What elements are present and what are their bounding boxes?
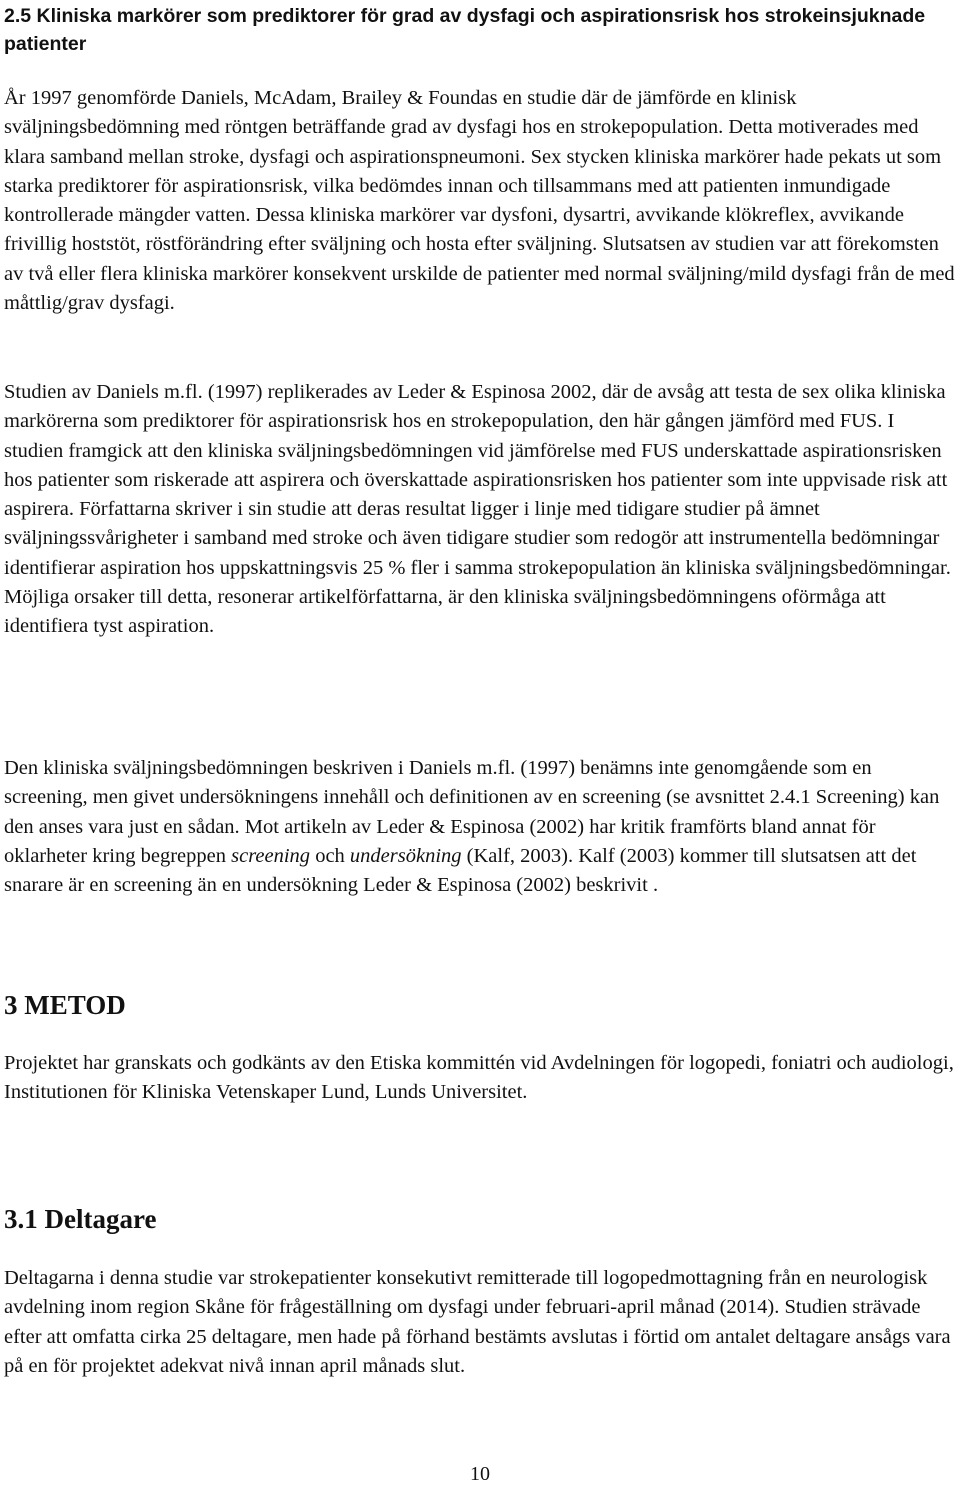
- term-screening: screening: [231, 844, 311, 867]
- paragraph-screening-discussion: [4, 754, 956, 900]
- paragraph-text-continued: Sex stycken kliniska markörer hade pekats ut som starka prediktorer för aspirationsrisk, vilka bedömdes innan och tillsammans med att patienten inmundigade kontrollerade mängder vatten. Dessa kliniska markörer var dysfoni, dysartri, avvikande klökreflex, avvikande frivillig hoststöt, röstförändring efter sväljning och hosta efter sväljning. Slutsatsen av studien var att förekomsten av två eller flera kliniska markörer konsekvent urskilde de patienter med normal sväljning/mild dysfagi från de med måttlig/grav dysfagi.: [4, 145, 955, 315]
- page-number: 10: [470, 1463, 490, 1485]
- paragraph-text: År 1997 genomförde Daniels, McAdam, Brailey & Foundas en studie där de jämförde en klinisk sväljningsbedömning med röntgen beträffande grad av dysfagi hos en strokepopulation. Detta motiverades med klara samband mellan stroke, dysfagi och aspirationspneumoni.: [4, 87, 919, 168]
- paragraph-leder-espinosa: Studien av Daniels m.fl. (1997) replikerades av Leder & Espinosa 2002, där de avsåg att testa de sex olika kliniska markörerna som prediktorer för aspirationsrisk hos en strokepopulation, den här gången jämförd med FUS. I studien framgick att den kliniska sväljningsbedömningen vid jämförelse med FUS underskattade aspirationsrisken hos patienter som riskerade att aspirera och överskattade aspirationsrisken hos patienter som inte uppvisade risk att aspirera. Författarna skriver i sin studie att deras resultat ligger i linje med tidigare studier på ämnet sväljningssvårigheter i samband med stroke och även tidigare studier som redogör att instrumentella bedömningar identifierar aspiration hos uppskattningsvis 25 % fler i samma strokepopulation än kliniska sväljningsbedömningar. Möjliga orsaker till detta, resonerar artikelförfattarna, är den kliniska sväljningsbedömningens oförmåga att identifiera tyst aspiration.: [4, 381, 951, 638]
- section-heading-3: 3 METOD: [4, 990, 126, 1020]
- paragraph-text-a: Den kliniska sväljningsbedömningen beskriven i Daniels m.fl. (1997) benämns inte genomgående som en screening, men givet undersökningens innehåll och definitionen av en screening (se avsnittet 2.4.1 Screening) kan den anses vara just en sådan. Mot artikeln av Leder & Espinosa (2002) har kritik framförts bland annat för oklarheter kring begreppen: [4, 757, 940, 867]
- paragraph-participants: Deltagarna i denna studie var strokepatienter konsekutivt remitterade till logopedmottagning från en neurologisk avdelning inom region Skåne för frågeställning om dysfagi under februari-april månad (2014). Studien strävade efter att omfatta cirka 25 deltagare, men hade på förhand bestämts avslutas i förtid om antalet deltagare ansågs vara på en för projektet adekvat nivå innan april månads slut.: [4, 1267, 951, 1377]
- paragraph-text-b: och: [310, 844, 350, 867]
- section-heading-3-1: 3.1 Deltagare: [4, 1204, 157, 1234]
- paragraph-ethics: Projektet har granskats och godkänts av den Etiska kommittén vid Avdelningen för logopedi, foniatri och audiologi, Institutionen för Kliniska Vetenskaper Lund, Lunds Universitet.: [4, 1052, 954, 1104]
- section-heading-2-5: 2.5 Kliniska markörer som prediktorer för grad av dysfagi och aspirationsrisk hos strokeinsjuknade patienter: [4, 5, 926, 55]
- term-undersokning: undersökning: [349, 844, 462, 867]
- paragraph-daniels-study: [4, 84, 956, 318]
- paragraph-text-c: (Kalf, 2003). Kalf (2003) kommer till slutsatsen att det snarare är en screening än en undersökning Leder & Espinosa (2002) beskrivit .: [4, 844, 917, 897]
